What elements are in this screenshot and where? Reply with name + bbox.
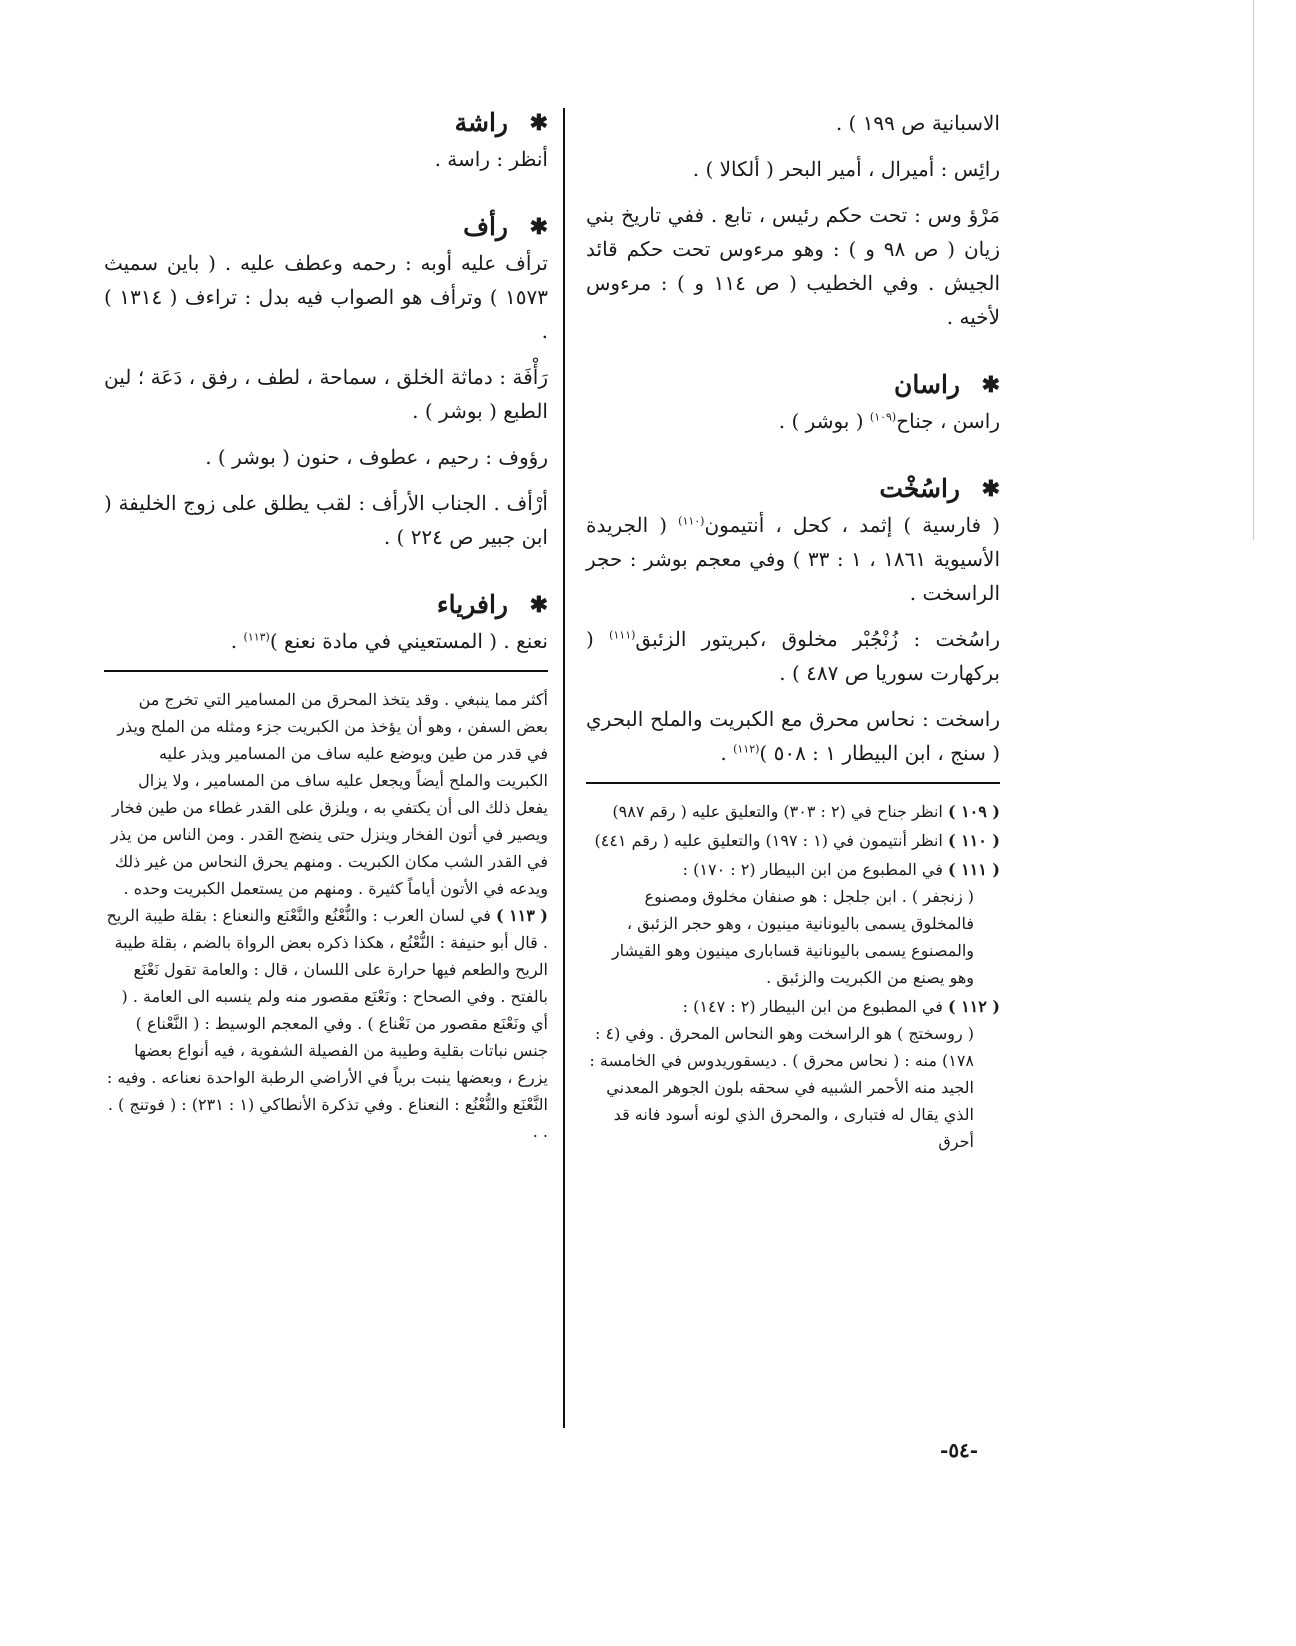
entry-text: مَرْؤ وس : تحت حكم رئيس ، تابع . ففي تاريخ بني زيان ( ص ٩٨ و ) : وهو مرءوس تحت حكم قائد الجيش . وفي الخطيب ( ص ١١٤ و ) : مرءوس لأخيه . [586, 203, 1000, 329]
headword: ✱ رأف [104, 210, 548, 244]
entry-text: راسن ، جناح$^{(١٠٩)}$ ( بوشر ) . [778, 409, 1000, 433]
asterisk-icon: ✱ [529, 110, 548, 136]
entry-text: ( فارسية ) إثمد ، كحل ، أنتيمون$^{(١١٠)}$ ( الجريدة الأسيوية ١٨٦١ ، ١ : ٣٣ ) وفي معجم بوشر : حجر الراسخت . [586, 513, 1001, 605]
entry-text: نعنع . ( المستعيني في مادة نعنع )$^{(١١٣)}$ . [230, 629, 548, 653]
asterisk-icon: ✱ [981, 476, 1000, 502]
footnote: ( ١١٢ ) في المطبوع من ابن البيطار (٢ : ١٤٧) : ( روسختج ) هو الراسخت وهو النحاس المحرق . وفي (٤ : ١٧٨) منه : ( نحاس محرق ) . ديسقوريدوس في الخامسة : الجيد منه الأحمر الشبيه في سحقه بلون الجوهر المعدني الذي يقال له فتبارى ، والمحرق الذي لونه أسود فانه قد أحرق [589, 997, 1000, 1151]
entry-text: راسخت : نحاس محرق مع الكبريت والملح البحري ( سنج ، ابن البيطار ١ : ٥٠٨ )$^{(١١٢)}$ . [586, 707, 1000, 765]
footnote: ( ١٠٩ ) انظر جناح في (٢ : ٣٠٣) والتعليق عليه ( رقم ٩٨٧) [612, 802, 1000, 821]
column-divider [563, 108, 565, 1428]
scan-artifact-line [1253, 0, 1254, 540]
left-column [104, 106, 548, 1145]
footnote-ref: (١١٢) [733, 742, 760, 756]
headword: ✱ راشة [104, 106, 548, 140]
entry-text: أنظر : راسة . [434, 147, 548, 171]
footnote: ( ١١٣ ) في لسان العرب : والنُّعْنُع والنَّعْنَع والنعناع : بقلة طيبة الريح . قال أبو حنيفة : النُّعْنُع ، هكذا ذكره بعض الرواة بالضم ، بقلة طيبة الريح والطعم فيها حرارة على اللسان ، قال : والعامة تقول نَعْنَع بالفتح . وفي الصحاح : ونَعْنَع مقصور منه ولم ينسبه الى العامة . ( أي ونَعْنَع مقصور من نَعْناع ) . وفي المعجم الوسيط : ( النَّعْناع ) جنس نباتات بقلية وطيبة من الفصيلة الشفوية ، فيه أنواع بعضها يزرع ، وبعضها ينبت برياً في الأراضي الرطبة الواحدة نعناعه . وفيه : النَّعْنَع والنُّعْنُع : النعناع . وفي تذكرة الأنطاكي (١ : ٢٣١) : ( فوتنج ) . . . [106, 906, 548, 1141]
entry-text: الاسبانية ص ١٩٩ ) . [835, 111, 1000, 135]
headword: ✱ راسُخْت [586, 472, 1000, 506]
footnote-ref: (١١٣) [243, 630, 270, 644]
footnote-ref: (١١٠) [678, 514, 705, 528]
asterisk-icon: ✱ [981, 372, 1000, 398]
footnote-continuation: أكثر مما ينبغي . وقد يتخذ المحرق من المسامير التي تخرج من بعض السفن ، وهو أن يؤخذ من الكبريت جزء ومثله من الملح ويذر في قدر من طين ويوضع عليه ساف من المسامير ويذر عليه الكبريت والملح أيضاً ويجعل عليه ساف من المسامير ، ولا يزال يفعل ذلك الى أن يكتفي به ، ويلزق على القدر غطاء من طين فخار ويصير في أتون الفخار وينزل حتى ينضج القدر . ومن الناس من يذر في القدر الشب مكان الكبريت . ومنهم يحرق النحاس من غير ذلك ويدعه في الأتون أياماً كثيرة . ومنهم من يستعمل الكبريت وحده . [111, 690, 548, 898]
footnotes [586, 798, 1000, 1155]
footnote-rule [586, 782, 1000, 784]
entry-text: ترأف عليه أوبه : رحمه وعطف عليه . ( باين سميث ١٥٧٣ ) وترأف هو الصواب فيه بدل : تراءف ( ١٣١٤ ) . [104, 251, 548, 343]
footnote: ( ١١١ ) في المطبوع من ابن البيطار (٢ : ١٧٠) : ( زنجفر ) . ابن جلجل : هو صنفان مخلوق ومصنوع فالمخلوق يسمى باليونانية مينيون ، وهو حجر الزئبق ، والمصنوع يسمى باليونانية قسابارى مينيون وهو القيشار وهو يصنع من الكبريت والزئبق . [611, 860, 1000, 987]
entry-text: رؤوف : رحيم ، عطوف ، حنون ( بوشر ) . [205, 445, 548, 469]
footnote: ( ١١٠ ) انظر أنتيمون في (١ : ١٩٧) والتعليق عليه ( رقم ٤٤١) [594, 831, 1000, 850]
headword: ✱ رافرياء [104, 588, 548, 622]
entry-text: رائِس : أميرال ، أمير البحر ( ألكالا ) . [692, 157, 1000, 181]
right-column [586, 106, 1000, 1157]
page-number: -٥٤- [940, 1438, 979, 1462]
asterisk-icon: ✱ [529, 592, 548, 618]
headword: ✱ راسان [586, 368, 1000, 402]
entry-text: رَأْفَة : دماثة الخلق ، سماحة ، لطف ، رفق ، دَعَة ؛ لين الطبع ( بوشر ) . [104, 365, 548, 423]
footnote-ref: (١٠٩) [869, 410, 897, 424]
footnote-rule [104, 670, 548, 672]
entry-text: راسُخت : زُنْجُبْر مخلوق ،كبريتور الزئبق$^{(١١١)}$ ( بركهارت سوريا ص ٤٨٧ ) . [586, 627, 1000, 685]
asterisk-icon: ✱ [529, 214, 548, 240]
footnote-ref: (١١١) [609, 628, 636, 642]
entry-text: أرْأف . الجناب الأرأف : لقب يطلق على زوج الخليفة ( ابن جبير ص ٢٢٤ ) . [104, 491, 548, 549]
